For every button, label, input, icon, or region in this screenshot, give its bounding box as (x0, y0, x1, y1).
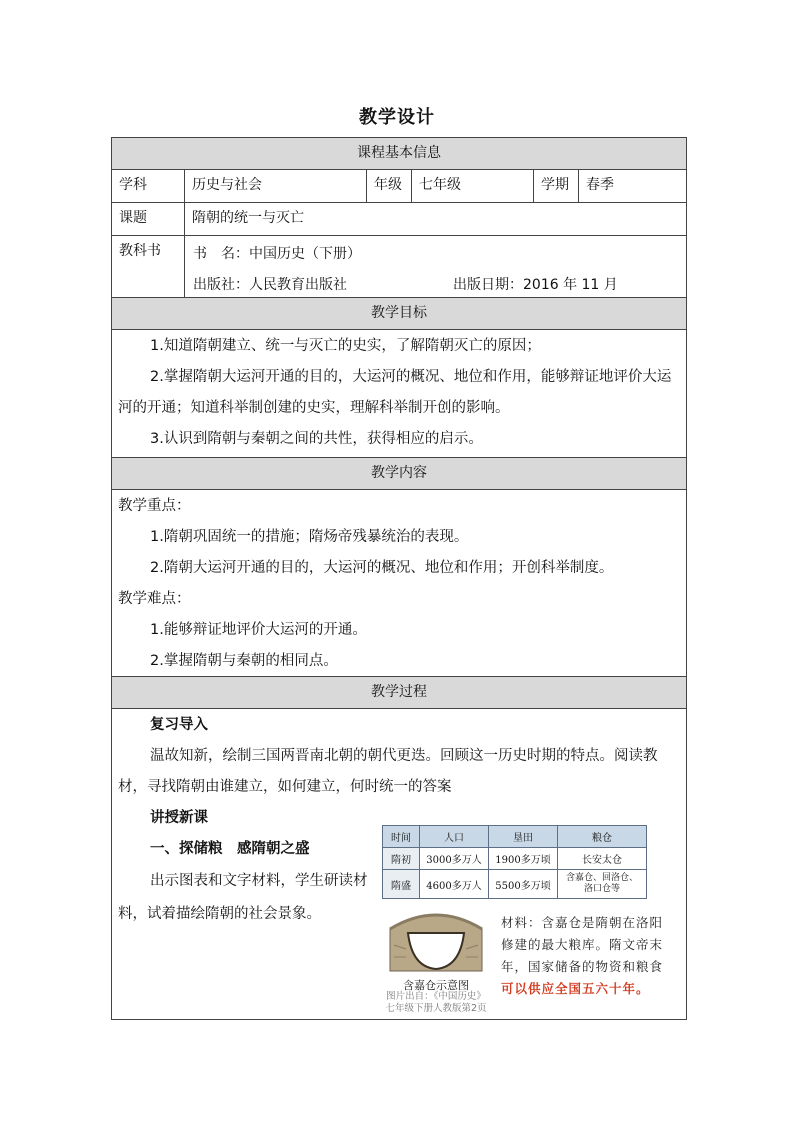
objective-item: 3.认识到隋朝与秦朝之间的共性，获得相应的启示。 (150, 431, 483, 447)
figure-source (378, 991, 494, 1015)
review-text: 温故知新，绘制三国两晋南北朝的朝代更迭。回顾这一历史时期的特点。阅读教材，寻找隋朝由谁建立，如何建立，何时统一的答案 (118, 748, 658, 795)
subject-value: 历史与社会 (185, 170, 367, 202)
table-cell: 含嘉仓、回洛仓、洛口仓等 (558, 870, 647, 899)
granary-diagram (388, 905, 484, 975)
grade-value: 七年级 (412, 170, 534, 202)
process-header: 教学过程 (112, 677, 686, 709)
topic-value: 隋朝的统一与灭亡 (192, 210, 304, 226)
material-body: 材料：含嘉仓是隋朝在洛阳修建的最大粮库。隋文帝末年，国家储备的物资和粮食 (501, 915, 664, 974)
subject-row (112, 170, 686, 203)
grade-label: 年级 (367, 170, 412, 202)
publish-date: 出版日期：2016 年 11 月 (453, 277, 618, 293)
figure-caption: 含嘉仓示意图 (403, 979, 469, 992)
key-point-item: 1.隋朝巩固统一的措施；隋炀帝残暴统治的表现。 (150, 529, 469, 545)
basic-info-header: 课程基本信息 (112, 138, 686, 170)
objective-item: 2.掌握隋朝大运河开通的目的，大运河的概况、地位和作用，能够辩证地评价大运河的开通；知道科举制创建的史实，理解科举制开创的影响。 (118, 369, 672, 416)
population-granary-table (382, 825, 647, 899)
table-cell: 1900多万顷 (489, 848, 558, 870)
table-header-cell: 时间 (383, 826, 420, 848)
page-title: 教学设计 (359, 107, 435, 128)
textbook-label: 教科书 (112, 236, 185, 297)
objectives-header: 教学目标 (112, 298, 686, 330)
book-name: 书 名：中国历史（下册） (193, 246, 361, 262)
textbook-row (112, 236, 686, 298)
table-cell: 3000多万人 (420, 848, 489, 870)
publisher: 出版社：人民教育出版社 (193, 277, 347, 293)
section-title: 一、探储粮 感隋朝之盛 (150, 841, 310, 857)
key-points-label: 教学重点： (118, 498, 191, 514)
content-header: 教学内容 (112, 458, 686, 490)
lesson-plan-table (111, 137, 687, 1020)
key-point-item: 2.隋朝大运河开通的目的，大运河的概况、地位和作用；开创科举制度。 (150, 560, 614, 576)
topic-label: 课题 (112, 203, 185, 235)
table-header-cell: 人口 (420, 826, 489, 848)
term-value: 春季 (586, 177, 614, 193)
table-cell: 4600多万人 (420, 870, 489, 899)
table-header-cell: 垦田 (489, 826, 558, 848)
objectives-body (112, 330, 686, 458)
difficult-point-item: 2.掌握隋朝与秦朝的相同点。 (150, 653, 338, 669)
new-lesson-title: 讲授新课 (150, 810, 208, 826)
material-highlight: 可以供应全国五六十年。 (501, 981, 650, 996)
objective-item: 1.知道隋朝建立、统一与灭亡的史实，了解隋朝灭亡的原因； (150, 338, 541, 354)
table-cell: 隋初 (383, 848, 420, 870)
material-text (501, 912, 663, 1000)
granary-figure (112, 825, 686, 1015)
subject-label: 学科 (112, 170, 185, 202)
figure-source-line: 七年级下册人教版第2页 (385, 1003, 487, 1014)
topic-row (112, 203, 686, 236)
term-label: 学期 (534, 170, 579, 202)
section-text: 出示图表和文字材料，学生研读材料，试着描绘隋朝的社会景象。 (118, 873, 368, 922)
content-body (112, 490, 686, 677)
difficult-points-label: 教学难点： (118, 591, 191, 607)
difficult-point-item: 1.能够辩证地评价大运河的开通。 (150, 622, 367, 638)
process-body (112, 709, 686, 1019)
figure-source-line: 图片出自：《中国历史》 (386, 991, 486, 1002)
table-cell: 隋盛 (383, 870, 420, 899)
table-header-cell: 粮仓 (558, 826, 647, 848)
review-title: 复习导入 (150, 717, 208, 733)
table-cell: 长安太仓 (558, 848, 647, 870)
table-cell: 5500多万顷 (489, 870, 558, 899)
